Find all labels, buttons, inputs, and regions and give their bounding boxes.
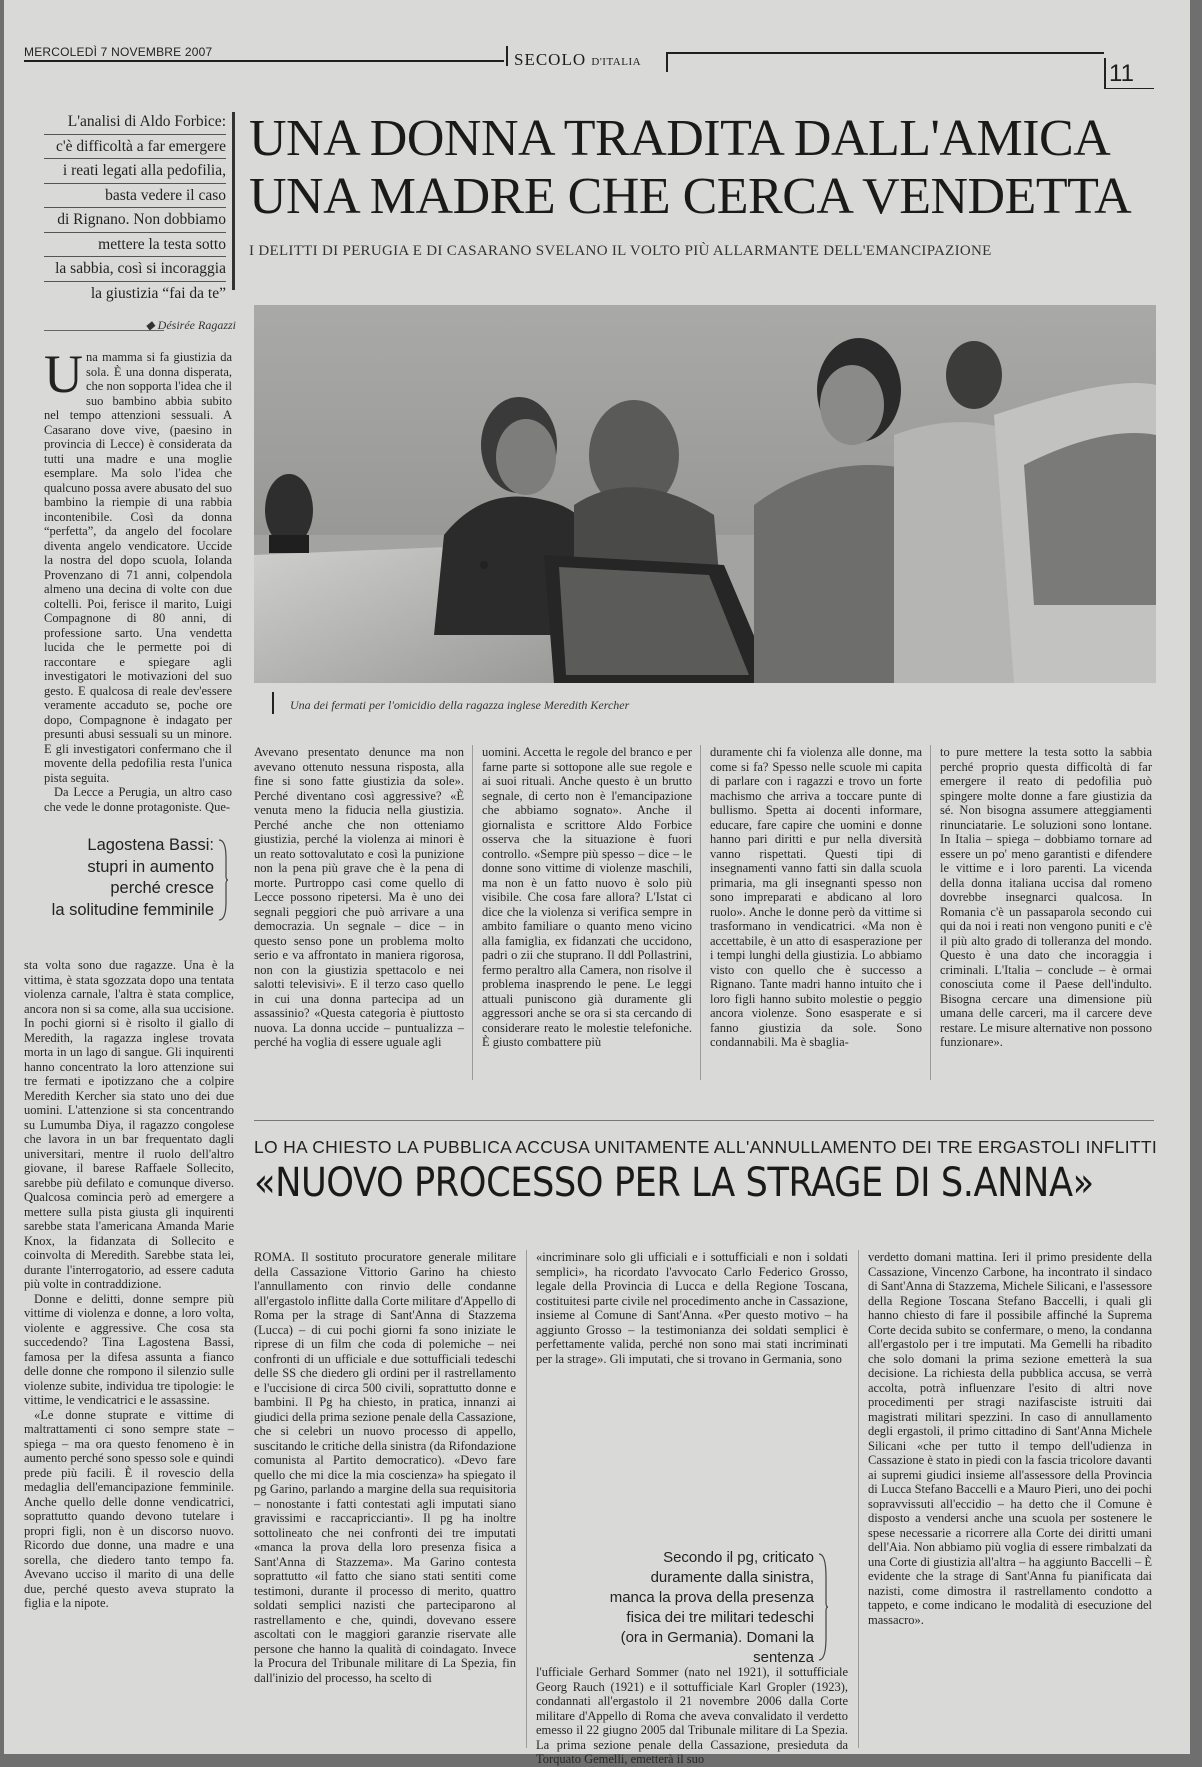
column-separator xyxy=(526,1250,527,1748)
dropcap-space xyxy=(44,350,86,394)
masthead xyxy=(514,50,641,70)
subheadline: I DELITTI DI PERUGIA E DI CASARANO SVELANO IL VOLTO PIÙ ALLARMANTE DELL'EMANCIPAZIONE xyxy=(249,243,992,259)
pull-quote-bracket xyxy=(218,838,228,922)
article-paragraph: «Le donne stuprate e vittime di maltrattamenti ci sono sempre state – spiega – ma ora questo fenomeno è in aumento perché sono spesso sole e quindi prede più facili. È il rovescio della medaglia dell'emancipazione femminile. Anche quello delle donne vendicatrici, soprattutto quando devono tutelare i propri figli, non è un discorso nuovo. Ricordo due donne, una madre e una sorella, che diedero tanto tempo fa. Avevano ucciso il marito di una delle due, perché questo aveva stuprato la figlia e la nipote. xyxy=(24,1407,234,1610)
page-number-rule xyxy=(1104,88,1154,89)
article2-pull-quote: Secondo il pg, criticato duramente dalla sinistra, manca la prova della presenza fisica dei tre militari tedeschi (ora in Germania). Domani la sentenza xyxy=(609,1549,814,1666)
masthead-title: SECOLO xyxy=(514,50,587,69)
photo-caption: Una dei fermati per l'omicidio della ragazza inglese Meredith Kercher xyxy=(290,698,630,712)
pull-quote-line: la solitudine femminile xyxy=(51,900,214,919)
article-paragraph: verdetto domani mattina. Ieri il primo presidente della Cassazione, Vincenzo Carbone, ha incontrato il sindaco di Sant'Anna di Stazzema, Michele Silicani, e l'assessore della Regione Toscana Stefano Baccelli, i quali gli hanno chiesto di fare il possibile affinché la Suprema Corte decida subito se confermare, o meno, la condanna all'ergastolo per i tre imputati. Ma Gemelli ha ribadito che solo domani la prima sezione emetterà la sua decisione. La richiesta della pubblica accusa, se verrà accolta, potrà influenzare l'esito di altri nove procedimenti per stragi nazifasciste istruiti dai magistrati militari spezzini. In caso di annullamento degli ergastoli, il primo cittadino di Sant'Anna Michele Silicani «che per tutto il tempo dell'udienza in Cassazione è stato in piedi con la fascia tricolore davanti ai supremi giudici insieme all'assessore della Provincia di Lucca Stefano Baccelli e a Mauro Pieri, uno dei pochi sopravvissuti all'eccidio – ha detto che il Comune è disposto a vendersi anche una scuola per sostenere le spese necessarie a ricorrere alla Corte dei diritti umani dell'Aia. Non abbiamo più voglia di essere rimbalzati da una Corte di giustizia all'altra – ha aggiunto Baccelli – È evidente che la strage di Sant'Anna fu pianificata dai nazisti, come dimostra il rastrellamento condotto a tappeto, e come indicano le modalità di esecuzione del massacro». xyxy=(868,1250,1152,1627)
byline-author: Désirée Ragazzi xyxy=(157,318,236,332)
article-paragraph: na mamma si fa giustizia da sola. È una donna disperata, che non sopporta l'idea che il suo bambino abbia subito nel tempo attenzioni sessuali. A Casarano dove vive, (paesino in provincia di Lecce) è considerata da tutti una madre e una moglie esemplare. Ma solo l'idea che qualcuno possa avere abusato del suo bambino la riempie di una rabbia incontenibile. Così da donna “perfetta”, da angelo del focolare diventa angelo vendicatore. Uccide la nostra del dopo scuola, Iolanda Provenzano di 71 anni, colpendola almeno una decina di volte con due coltelli. Poi, ferisce il marito, Luigi Compagnone di 80 anni, di professione sarto. Una vendetta lucida che le permette poi di raccontare e spiegare agli investigatori le motivazioni del suo gesto. E qualcosa di reale dev'essere veramente accaduto se, poche ore dopo, Compagnone è indagato per presunti abusi sessuali su un minore. E gli investigatori confermano che il movente della pedofilia resta l'unica pista seguita. xyxy=(44,350,232,785)
summary-line: basta vedere il caso xyxy=(44,184,226,209)
byline: ◆ Désirée Ragazzi xyxy=(145,318,236,332)
article2-col2 xyxy=(536,1250,848,1375)
article-paragraph: uomini. Accetta le regole del branco e per farne parte si sottopone alle sue regole e ai suoi rituali. Anche questo è un brutto segnale, di certo non è l'emancipazione che abbiamo sognato». Anche il giornalista e scrittore Aldo Forbice osserva che la situazione è fuori controllo. «Sempre più spesso – dice – le donne sono vittime di violenze maschili, ma non è un fatto nuovo è solo più visibile. Che cosa fare allora? L'Istat ci dice che la violenza si verifica sempre in ambito familiare o quanto meno vicino alla famiglia, ex fidanzati che uccidono, padri o zii che stuprano. Il ddl Pollastrini, fermo peraltro alla Camera, non risolve il problema inasprendo le pene. Le leggi attuali puniscono già duramente gli aggressori anche se ora si sta cercando di considerare reato le molestie telefoniche. È giusto combattere più xyxy=(482,745,692,1049)
article-paragraph: ROMA. Il sostituto procuratore generale militare della Cassazione Vittorio Garino ha chiesto l'annullamento con rinvio delle condanne all'ergastolo inflitte dalla Corte militare d'Appello di Roma per la strage di Sant'Anna di Stazzema (Lucca) – di cui pochi giorni fa sono iniziate le riprese di un film che coda di polemiche – nei confronti di un ufficiale e due sottufficiali tedeschi delle SS che diedero gli ordini per il rastrellamento e l'uccisione di circa 500 civili, soprattutto donne e bambini. Il Pg ha chiesto, in pratica, innanzi ai giudici della prima sezione penale della Cassazione, che si celebri un nuovo processo di appello, suscitando le critiche della sinistra (da Rifondazione comunista al Partito democratico). «Devo fare quello che mi dice la mia coscienza» ha spiegato il pg Garino, parlando a margine della sua requisitoria – nonostante i fatti contestati agli imputati siano gravissimi e raccapriccianti». Il pg ha inoltre sottolineato che nei confronti dei tre imputati «manca la prova della loro presenza fisica a Sant'Anna di Stazzema». Ma Garino contesta soprattutto «il fatto che siano stati sentiti come testimoni, durante il processo di merito, quattro soldati semplici nazisti che parteciparono al rastrellamento e che, quindi, dovevano essere ascoltati con le maggiori garanzie riservate alle persone che hanno la qualità di coindagato. Invece la Procura del Tribunale militare di La Spezia, fin dall'inizio del processo, ha scelto di xyxy=(254,1250,516,1685)
summary-line: la sabbia, così si incoraggia xyxy=(44,257,226,282)
summary-line: L'analisi di Aldo Forbice: xyxy=(44,110,226,135)
news-photo xyxy=(254,305,1156,683)
article1-col1-top xyxy=(44,344,232,815)
headline-line-1: UNA DONNA TRADITA DALL'AMICA xyxy=(249,110,1111,167)
header-rule-left xyxy=(24,60,504,62)
pull-quote-line: stupri in aumento xyxy=(87,857,214,876)
summary-line: mettere la testa sotto xyxy=(44,233,226,258)
article2-top-rule xyxy=(254,1120,1154,1121)
article-paragraph: Donne e delitti, donne sempre più vittime di violenza e donne, a loro volta, violente e aggressive. Che cosa sta succedendo? Tina Lagostena Bassi, famosa per la difesa assunta a fianco delle donne che rompono il silenzio sulle violenze subite, individua tre tipologie: le vittime, le vendicatrici e le assassine. xyxy=(24,1291,234,1407)
article2-pull-quote-bracket xyxy=(818,1552,828,1662)
header-bar-left xyxy=(506,46,508,66)
article-paragraph: sta volta sono due ragazze. Una è la vittima, è stata sgozzata dopo una tentata violenza carnale, l'altra è stata complice, ancora non si sa come, alla sua uccisione. In pochi giorni si è risolto il giallo di Meredith, la ragazza inglese trovata morta in un lago di sangue. Gli inquirenti hanno concentrato la loro attenzione sui tre fermati e ipotizzano che a colpire Meredith Kercher sia stato uno dei due uomini. L'attenzione si sta concentrando su Lumumba Diya, il ragazzo congolese che lavora in un bar frequentato dagli universitari, mentre il ruolo dell'altro giovane, il barese Raffaele Sollecito, sarebbe più defilato e comunque diverso. Qualcosa comincia però ad emergere a mettere sulla pista giusta gli inquirenti sarebbe stata l'americana Amanda Marie Knox, la fidanzata di Sollecito e coinvolta di Meredith. Sarebbe stata lei, durante l'interrogatorio, ad essere caduta più volte in contraddizione. xyxy=(24,958,234,1291)
article2-col1 xyxy=(254,1250,516,1748)
pull-quote-line: perché cresce xyxy=(110,879,214,897)
article1-col5 xyxy=(940,745,1152,1080)
summary-line: i reati legati alla pedofilia, xyxy=(44,159,226,184)
article1-col1-bottom xyxy=(24,958,234,1748)
summary-box-bar xyxy=(232,112,235,290)
article2-headline: «NUOVO PROCESSO PER LA STRAGE DI S.ANNA» xyxy=(254,1160,1094,1206)
column-separator xyxy=(472,745,473,1080)
pull-quote xyxy=(34,835,214,921)
drop-cap: U xyxy=(44,344,83,404)
article-paragraph: l'ufficiale Gerhard Sommer (nato nel 1921), il sottufficiale Georg Rauch (1921) e il sottufficiale Karl Gropler (1923), condannati all'ergastolo il 21 novembre 2006 dalla Corte militare d'Appello di Roma che aveva convalidato il verdetto emesso il 22 giugno 2005 dal Tribunale militare di La Spezia. La prima sezione penale della Cassazione, presieduta da Torquato Gemelli, emetterà il suo xyxy=(536,1665,848,1766)
article1-col3 xyxy=(482,745,692,1080)
article-paragraph: duramente chi fa violenza alle donne, ma come si fa? Spesso nelle scuole mi capita di parlare con i ragazzi e trovo un forte machismo che arriva a toccare punte di bullismo. Spetta ai docenti informare, educare, fare capire che uomini e donne hanno pari diritti e pur nella diversità vanno rispettati. Questi tipi di insegnamenti vanno fatti sin dalla scuola primaria, ma gli insegnanti spesso non sono impreparati e abdicano al loro ruolo». Anche le donne però da vittime si trasformano in vendicatrici. «Ma non è accettabile, è un atto di esasperazione per i tempi lunghi della giustizia. Lo abbiamo visto con quello che è successo a Rignano. Tante madri hanno intuito che i loro figli hanno subito molestie o peggio ancora violenze. Sono esasperate e si fanno giustizia da sole. Sono condannabili. Ma è sbaglia- xyxy=(710,745,922,1049)
article2-col2-bottom xyxy=(536,1665,848,1766)
header-bar-right xyxy=(666,52,668,72)
summary-line: la giustizia “fai da te” xyxy=(90,284,226,302)
article1-col4 xyxy=(710,745,922,1080)
summary-line: di Rignano. Non dobbiamo xyxy=(44,208,226,233)
article-paragraph: Da Lecce a Perugia, un altro caso che vede le donne protagoniste. Que- xyxy=(44,785,232,814)
summary-line: c'è difficoltà a far emergere xyxy=(44,135,226,160)
main-headline xyxy=(249,110,1179,226)
page-number: 11 xyxy=(1109,60,1134,87)
summary-box xyxy=(44,110,226,305)
issue-date: MERCOLEDÌ 7 NOVEMBRE 2007 xyxy=(24,45,213,59)
pull-quote-line: Lagostena Bassi: xyxy=(87,836,214,854)
caption-bar xyxy=(272,692,274,714)
article2-kicker: LO HA CHIESTO LA PUBBLICA ACCUSA UNITAMENTE ALL'ANNULLAMENTO DEI TRE ERGASTOLI INFLITTI xyxy=(254,1137,1158,1157)
newspaper-page xyxy=(4,0,1190,1766)
article-paragraph: to pure mettere la testa sotto la sabbia perché proprio questa difficoltà di far emergere il reato di pedofilia può spingere molte donne a fare giustizia da sé. Non bisogna assumere atteggiamenti rinunciatarie. Le soluzioni sono lontane. In Italia – spiega – dobbiamo tornare ad essere un po' meno garantisti e difendere le vittime e i loro parenti. La vicenda della donna italiana uccisa dal romeno dovrebbe insegnarci qualcosa. In Romania c'è un passaparola secondo cui qui da noi i reati non vengono puniti e c'è il più alto grado di tolleranza del mondo. Questo è una dato che incoraggia i criminali. L'Italia – conclude – è ormai conosciuta come il Paese dell'indulto. Bisogna cercare una dimensione più umana delle carceri, ma il carcere deve restare. Le misure alternative non possono funzionare». xyxy=(940,745,1152,1049)
headline-line-2: UNA MADRE CHE CERCA VENDETTA xyxy=(249,168,1132,225)
masthead-suffix: D'ITALIA xyxy=(591,56,642,68)
article-paragraph: Avevano presentato denunce ma non avevano ottenuto nessuna risposta, alla fine si sono fatte giustizia da sole». Perché diventano così aggressive? «È venuta meno la fiducia nella giustizia. Perché anche che non otteniamo giustizia, perché la violenza ai minori è un reato sottovalutato e così la punizione non la pena più grave che è la pena di morte. Purtroppo casi come quello di Lecce possono ripetersi. Ma è uno dei segnali peggiori che può arrivare a una democrazia. Un segnale – dice – in questo senso pone un problema molto serio e va affrontato in maniera rigorosa, non con la giustizia spettacolo e nei salotti televisivi». E il terzo caso quello in cui una donna partecipa ad un assassinio? «Questa categoria è piuttosto nuova. La donna uccide – puntualizza – perché ha voglia di essere uguale agli xyxy=(254,745,464,1049)
header-rule-right xyxy=(668,52,1104,54)
column-separator xyxy=(700,745,701,1080)
article2-col3 xyxy=(868,1250,1152,1748)
column-separator xyxy=(858,1250,859,1748)
column-separator xyxy=(930,745,931,1080)
article1-col2 xyxy=(254,745,464,1080)
page-number-box xyxy=(1104,58,1106,88)
article-paragraph: «incriminare solo gli ufficiali e i sottufficiali e non i soldati semplici», ha ricordato l'avvocato Carlo Federico Grosso, legale della Provincia di Lucca e della Regione Toscana, costituitesi parte civile nel procedimento anche in Cassazione, insieme al Comune di Sant'Anna. «Per questo motivo – ha aggiunto Grosso – la testimonianza dei soldati semplici è perfettamente valida, perché non sono mai stati incriminati per la strage». Gli imputati, che si trovano in Germania, sono xyxy=(536,1250,848,1366)
